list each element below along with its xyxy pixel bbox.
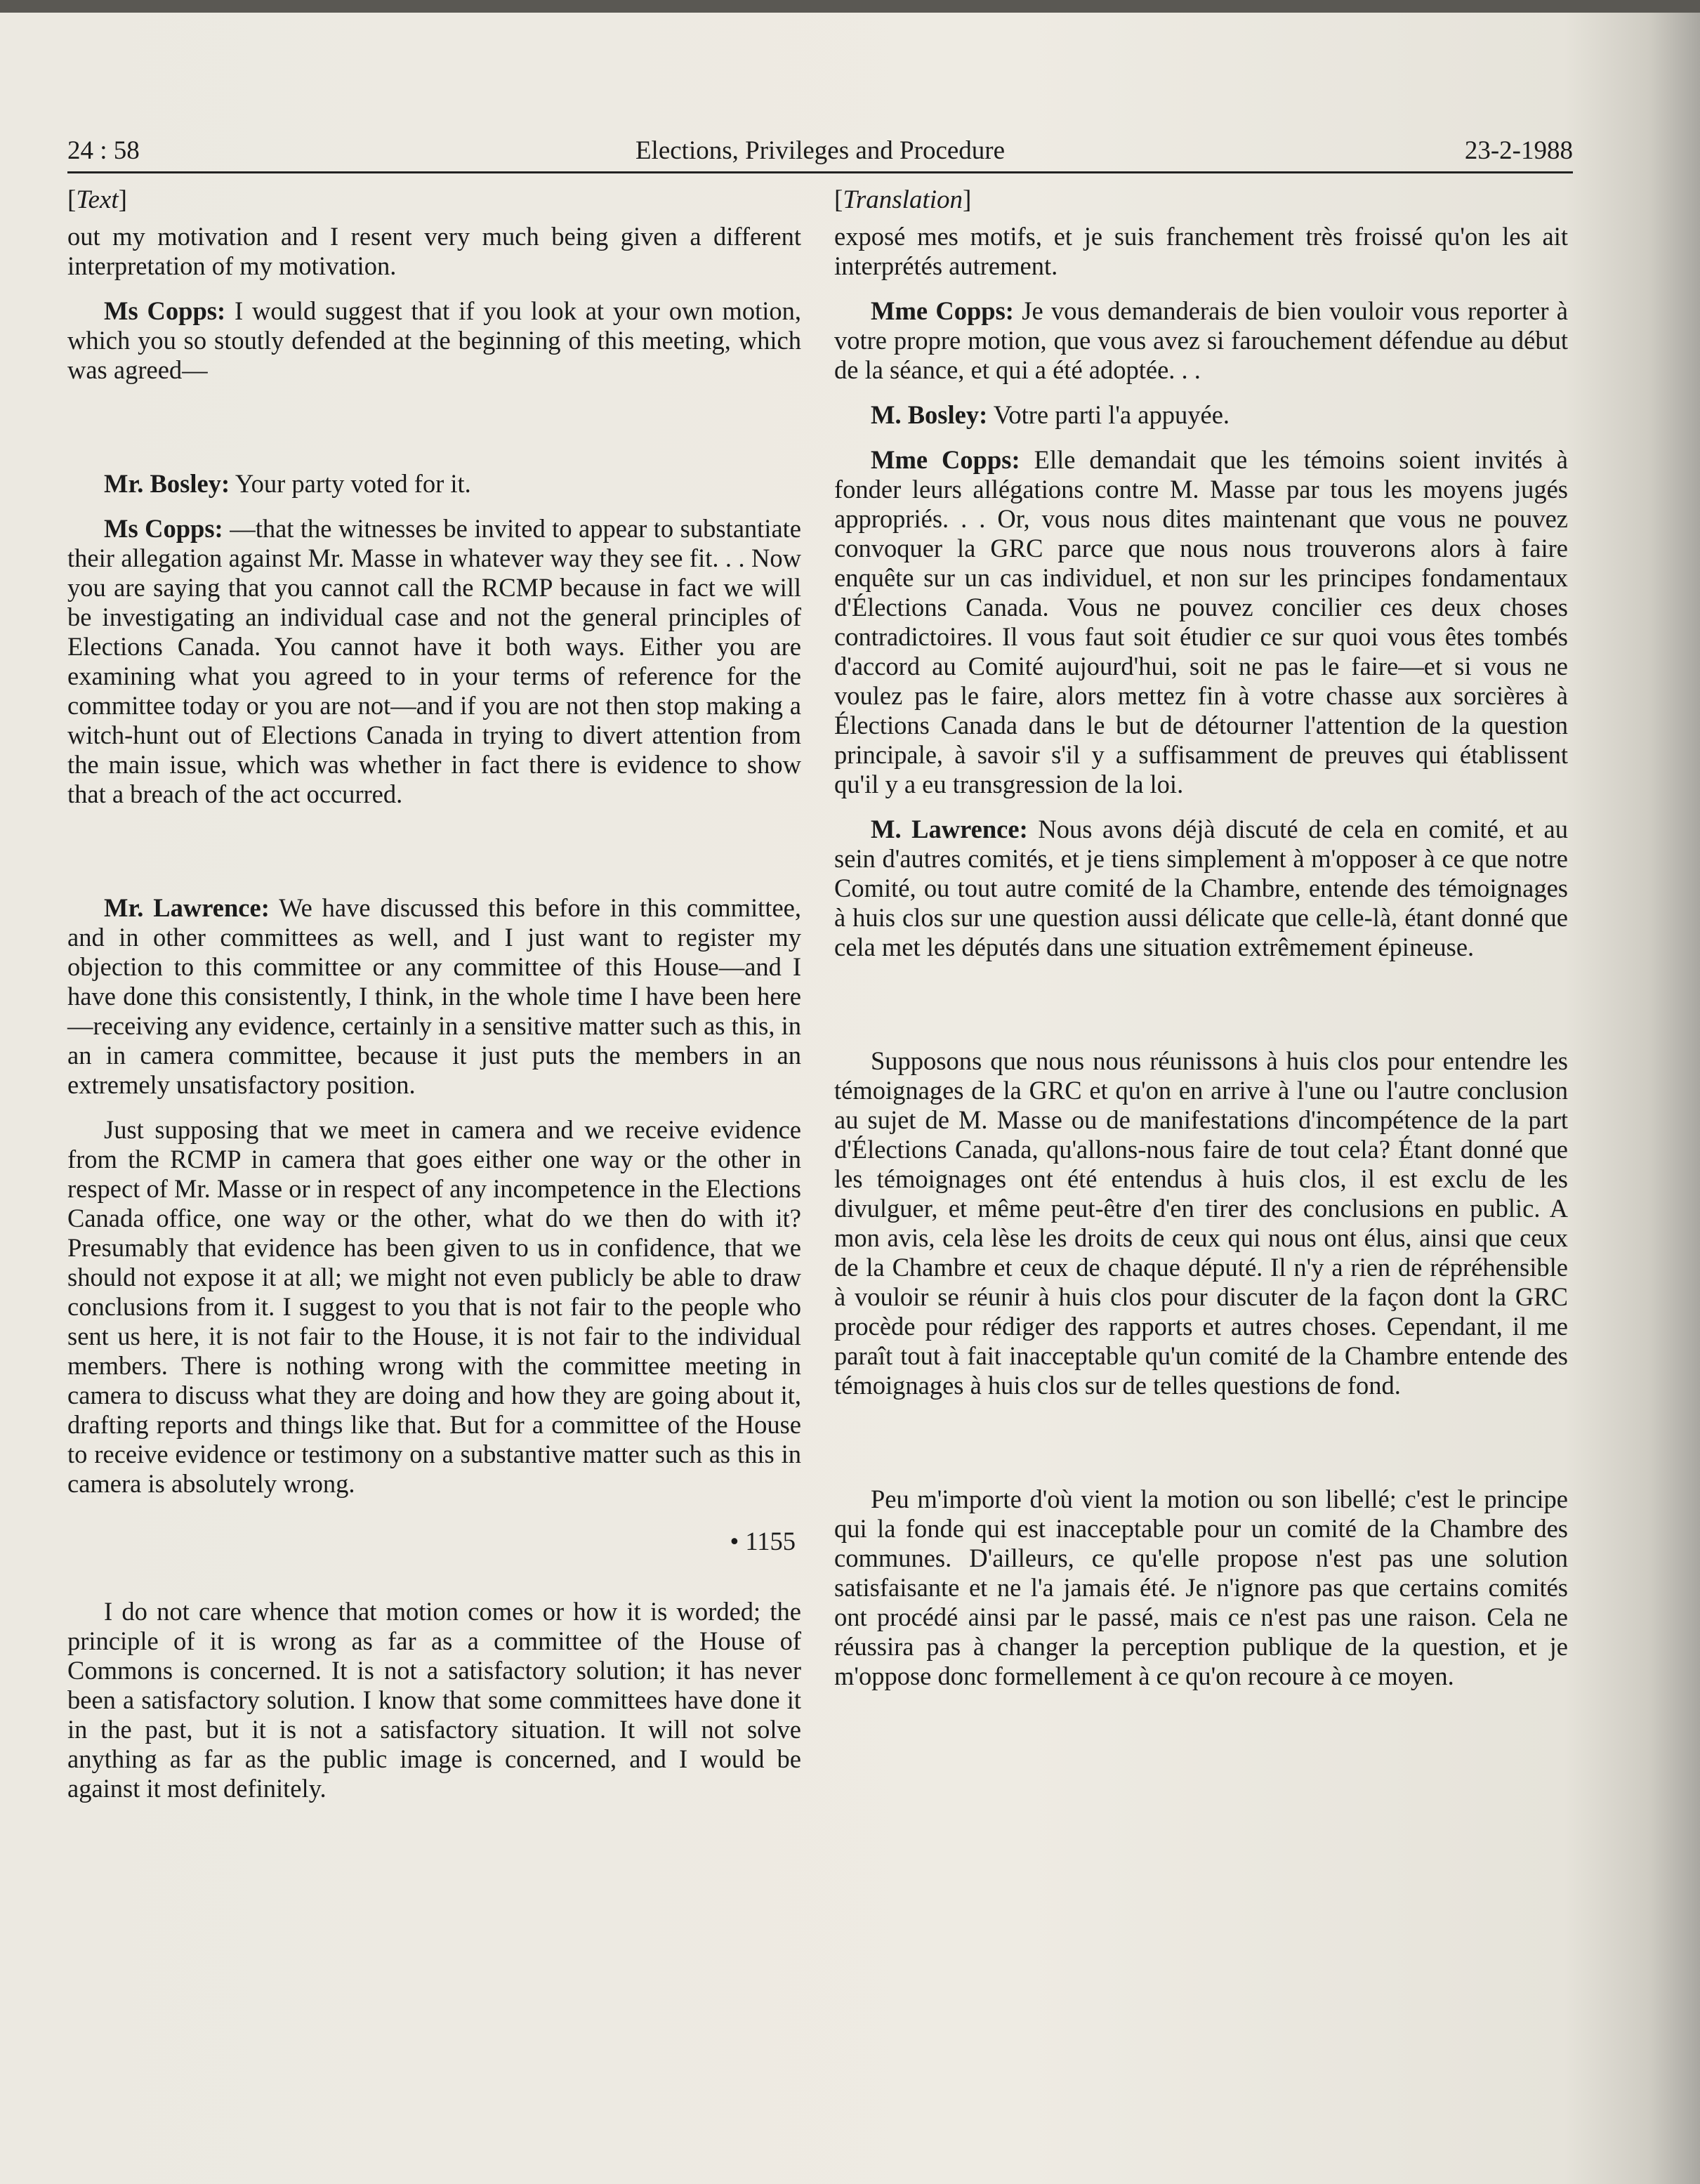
speaker-name: Ms Copps: [104,514,223,543]
timestamp: • 1155 [730,1527,796,1555]
french-column [834,184,1568,1691]
speech-bosley: Mr. Bosley: Your party voted for it. [104,469,471,498]
column-label: [Text] [67,185,127,214]
scan-top-edge [0,0,1700,13]
column-label: [Translation] [834,185,972,214]
paragraph: exposé mes motifs, et je suis franchement très froissé qu'on les ait interprétés autrement. [834,222,1568,280]
speaker-name: Mme Copps: [871,296,1014,325]
paragraph: Peu m'importe d'où vient la motion ou son libellé; c'est le principe qui la fonde qui est inacceptable pour un comité de la Chambre des communes. D'ailleurs, ce qu'elle propose n'est pas une solution satisfaisante et ne l'a jamais été. Je n'ignore pas que certains comités ont procédé ainsi par le passé, mais ce n'est pas une raison. Cela ne réussira pas à changer la perception publique de la question, et je m'oppose donc formellement à ce qu'on recoure à ce moyen. [834,1485,1568,1690]
speaker-name: M. Bosley: [871,400,988,429]
speaker-name: M. Lawrence: [871,815,1028,843]
speech-lawrence: M. Lawrence: Nous avons déjà discuté de cela en comité, et au sein d'autres comités, et je tiens simplement à m'opposer à ce que notre Comité, ou tout autre comité de la Chambre, entende des témoignages à huis clos sur une question aussi délicate que celle-là, étant donné que cela met les députés dans une situation extrêmement épineuse. [834,815,1568,961]
page-title: Elections, Privileges and Procedure [635,136,1006,165]
speech-copps: Mme Copps: Elle demandait que les témoins soient invités à fonder leurs allégations contre M. Masse par tous les moyens jugés appropriés. . . Or, vous nous dites maintenant que vous ne pouvez convoquer la GRC parce que nous nous trouverons alors à faire enquête sur un cas individuel, et non sur les principes fondamentaux d'Élections Canada. Vous ne pouvez concilier ces deux choses contradictoires. Il vous faut soit étudier ce sur quoi vous êtes tombés d'accord au Comité aujourd'hui, soit ne pas le faire—et si vous ne voulez pas le faire, alors mettez fin à votre chasse aux sorcières à Élections Canada dans le but de détourner l'attention de la question principale, à savoir s'il y a suffisamment de preuves qui établissent qu'il y a eu transgression de la loi. [834,445,1569,798]
speaker-name: Mme Copps: [871,445,1020,474]
speaker-name: Mr. Lawrence: [104,893,270,922]
speech-copps: Ms Copps: I would suggest that if you look at your own motion, which you so stoutly defended at the beginning of this meeting, which was agreed— [67,296,801,384]
speaker-name: Ms Copps: [104,296,226,325]
speech-bosley: M. Bosley: Votre parti l'a appuyée. [871,400,1230,429]
english-column [67,184,801,1803]
speech-copps: Ms Copps: —that the witnesses be invited to appear to substantiate their allegation against Mr. Masse in whatever way they see fit. . . Now you are saying that you cannot call the RCMP because in fact we will be investigating an individual case and not the general principles of Elections Canada. You cannot have it both ways. Either you are examining what you agreed to in your terms of reference for the committee today or you are not—and if you are not then stop making a witch-hunt out of Elections Canada in trying to divert attention from the main issue, which was whether in fact there is evidence to show that a breach of the act occurred. [67,514,801,808]
page-number: 24 : 58 [67,136,140,165]
page-date: 23-2-1988 [1464,136,1573,165]
speech-copps: Mme Copps: Je vous demanderais de bien vouloir vous reporter à votre propre motion, que vous avez si farouchement défendue au début de la séance, et qui a été adoptée. . . [834,296,1568,384]
speaker-name: Mr. Bosley: [104,469,230,498]
paragraph: Supposons que nous nous réunissons à huis clos pour entendre les témoignages de la GRC et qu'on en arrive à l'une ou l'autre conclusion au sujet de M. Masse ou de manifestations d'incompétence de la part d'Élections Canada, qu'allons-nous faire de tout cela? Étant donné que les témoignages ont été entendus à huis clos, il est exclu de les divulguer, et même peut-être d'en tirer des conclusions en public. A mon avis, cela lèse les droits de ceux qui nous ont élus, ainsi que ceux de la Chambre et ceux de chaque député. Il n'y a rien de répréhensible à vouloir se réunir à huis clos pour discuter de la façon dont la GRC procède pour rédiger des rapports et autres choses. Cependant, il me paraît tout à fait inacceptable qu'un comité de la Chambre entende des témoignages à huis clos sur de telles questions de fond. [834,1046,1568,1400]
paragraph: Just supposing that we meet in camera and we receive evidence from the RCMP in camera that goes either one way or the other in respect of Mr. Masse or in respect of any incompetence in the Elections Canada office, one way or the other, what do we then do with it? Presumably that evidence has been given to us in confidence, that we should not expose it at all; we might not even publicly be able to draw conclusions from it. I suggest to you that is not fair to the people who sent us here, it is not fair to the House, it is not fair to the individual members. There is nothing wrong with the committee meeting in camera to discuss what they are doing and how they are going about it, drafting reports and things like that. But for a committee of the House to receive evidence or testimony on a substantive matter such as this in camera is absolutely wrong. [67,1115,801,1498]
paragraph: I do not care whence that motion comes or how it is worded; the principle of it is wrong as far as a committee of the House of Commons is concerned. It is not a satisfactory solution; it has never been a satisfactory solution. I know that some committees have done it in the past, but it is not a satisfactory situation. It will not solve anything as far as the public image is concerned, and I would be against it most definitely. [67,1597,801,1803]
paragraph: out my motivation and I resent very much being given a different interpretation of my motivation. [67,222,801,280]
page-header [67,125,1573,173]
speech-lawrence: Mr. Lawrence: We have discussed this before in this committee, and in other committees as well, and I just want to register my objection to this committee or any committee of this House—and I have done this consistently, I think, in the whole time I have been here—receiving any evidence, certainly in a sensitive matter such as this, in an in camera committee, because it just puts the members in an extremely unsatisfactory position. [67,893,801,1099]
